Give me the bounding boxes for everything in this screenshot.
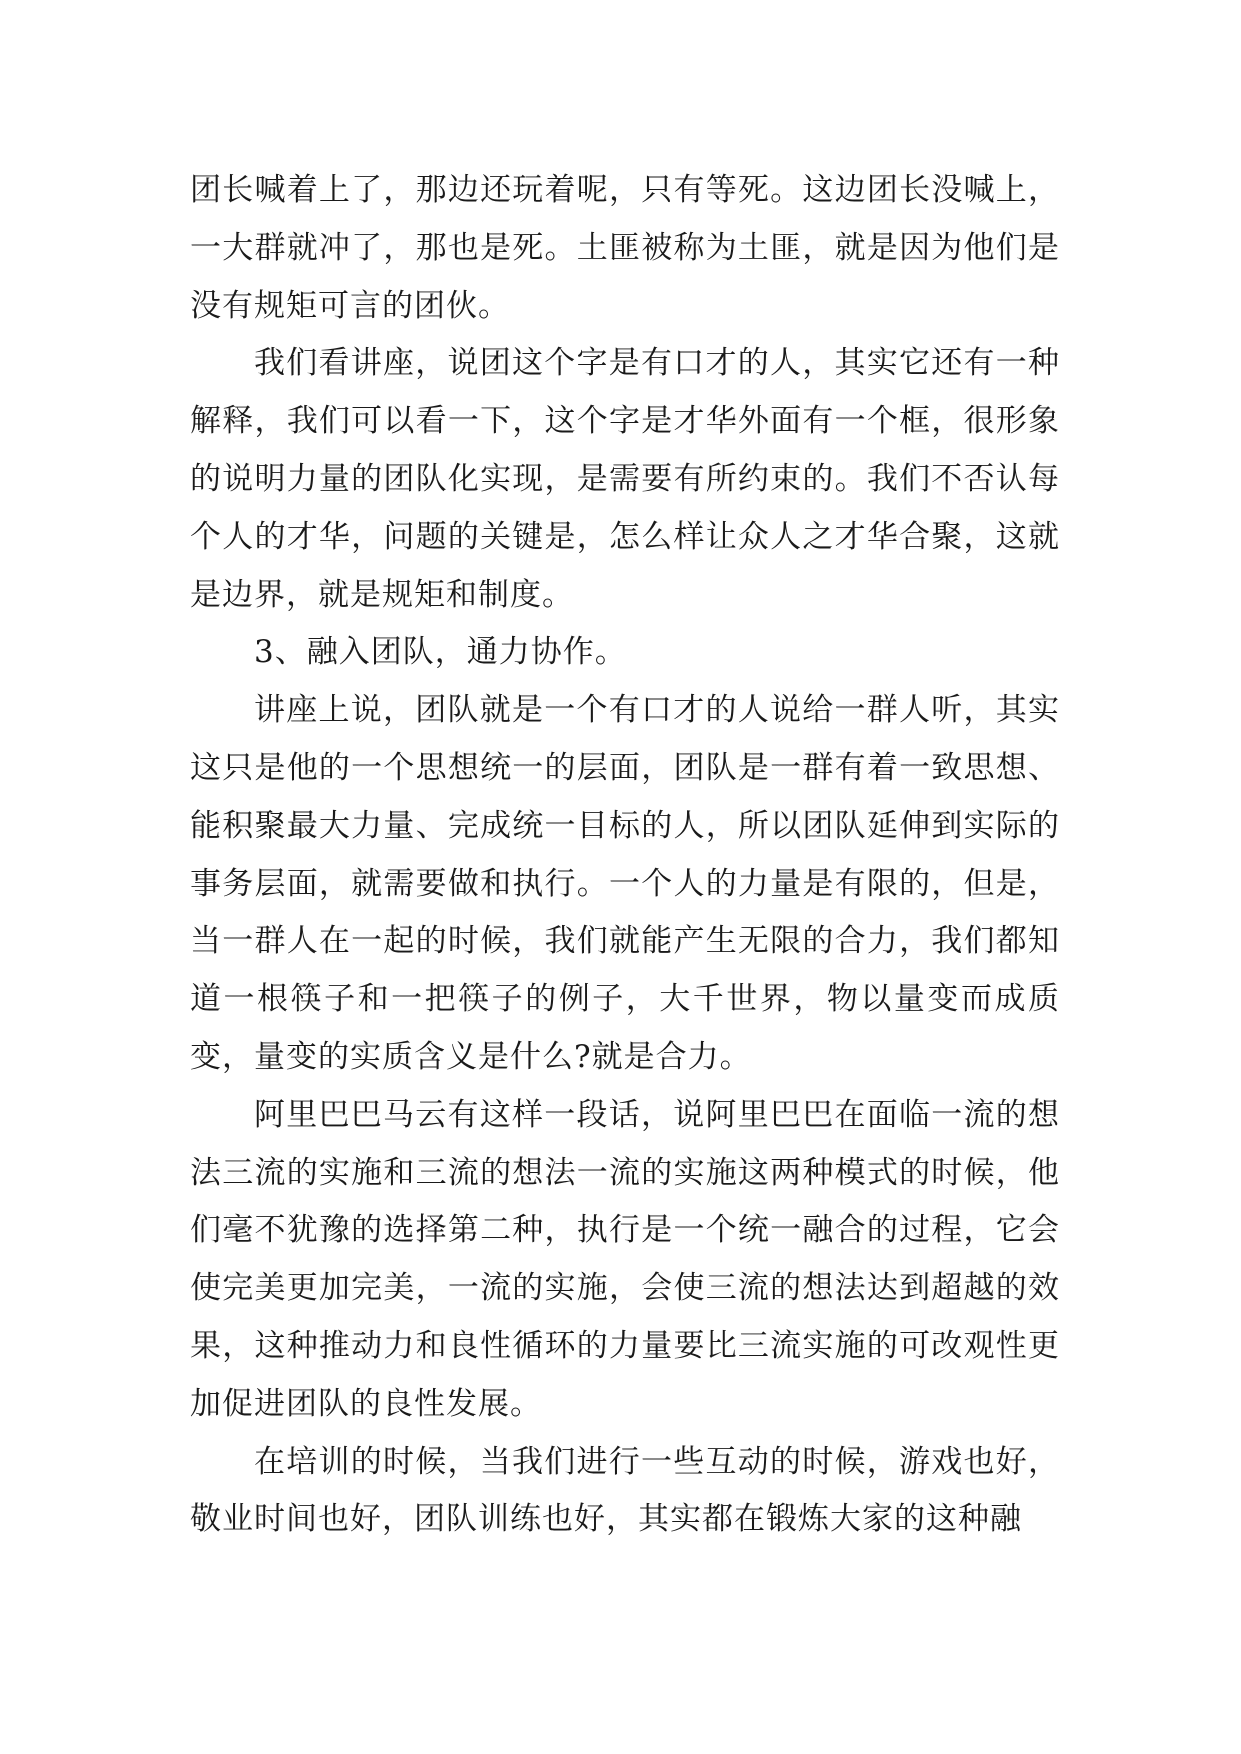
paragraph: 讲座上说，团队就是一个有口才的人说给一群人听，其实这只是他的一个思想统一的层面，团队是一群有着一致思想、能积聚最大力量、完成统一目标的人，所以团队延伸到实际的事务层面，就需要做和执行。一个人的力量是有限的，但是，当一群人在一起的时候，我们就能产生无限的合力，我们都知道一根筷子和一把筷子的例子，大千世界，物以量变而成质变，量变的实质含义是什么?就是合力。 xyxy=(190,692,1060,1075)
paragraph: 团长喊着上了，那边还玩着呢，只有等死。这边团长没喊上，一大群就冲了，那也是死。土匪被称为土匪，就是因为他们是没有规矩可言的团伙。 xyxy=(190,172,1060,324)
paragraph: 我们看讲座，说团这个字是有口才的人，其实它还有一种解释，我们可以看一下，这个字是才华外面有一个框，很形象的说明力量的团队化实现，是需要有所约束的。我们不否认每个人的才华，问题的关键是，怎么样让众人之才华合聚，这就是边界，就是规矩和制度。 xyxy=(190,345,1060,613)
paragraph: 阿里巴巴马云有这样一段话，说阿里巴巴在面临一流的想法三流的实施和三流的想法一流的实施这两种模式的时候，他们毫不犹豫的选择第二种，执行是一个统一融合的过程，它会使完美更加完美，一流的实施，会使三流的想法达到超越的效果，这种推动力和良性循环的力量要比三流实施的可改观性更加促进团队的良性发展。 xyxy=(190,1096,1060,1422)
paragraph: 在培训的时候，当我们进行一些互动的时候，游戏也好，敬业时间也好，团队训练也好，其实都在锻炼大家的这种融 xyxy=(190,1443,1060,1538)
document-body xyxy=(190,162,1060,1549)
section-heading: 3、融入团队，通力协作。 xyxy=(254,634,627,671)
